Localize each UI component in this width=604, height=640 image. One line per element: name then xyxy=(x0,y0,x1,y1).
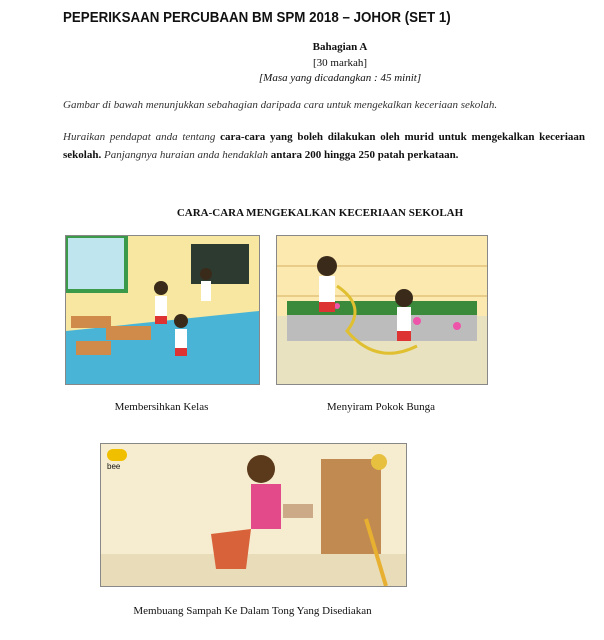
q3: Panjangnya huraian anda hendaklah xyxy=(103,149,269,161)
caption-2: Menyiram Pokok Bunga xyxy=(326,401,436,413)
question-text xyxy=(63,128,585,164)
section-time: [Masa yang dicadangkan : 45 minit] xyxy=(258,72,422,84)
caption-3: Membuang Sampah Ke Dalam Tong Yang Disediakan xyxy=(133,605,372,617)
section-name: Bahagian A xyxy=(312,41,368,53)
page-title: PEPERIKSAAN PERCUBAAN BM SPM 2018 – JOHOR (SET 1) xyxy=(63,10,451,26)
q2: cara-cara yang boleh dilakukan oleh murid untuk mengekalkan keceriaan sekolah. xyxy=(63,131,585,161)
throwing-rubbish-image xyxy=(100,443,407,587)
intro: Gambar di bawah menunjukkan sebahagian daripada cara untuk mengekalkan keceriaan sekolah. xyxy=(63,99,498,111)
q1: Huraikan pendapat anda tentang xyxy=(63,131,216,143)
bee-logo-text: bee xyxy=(107,462,121,471)
caption-1: Membersihkan Kelas xyxy=(114,401,209,413)
section-marks: [30 markah] xyxy=(312,57,368,69)
classroom-cleaning-image xyxy=(65,235,260,385)
q4: antara 200 hingga 250 patah perkataan. xyxy=(270,149,459,161)
bee-logo-icon xyxy=(107,449,127,461)
figure-heading: CARA-CARA MENGEKALKAN KECERIAAN SEKOLAH xyxy=(176,207,464,219)
intro-text xyxy=(63,96,585,114)
watering-plants-image xyxy=(276,235,488,385)
